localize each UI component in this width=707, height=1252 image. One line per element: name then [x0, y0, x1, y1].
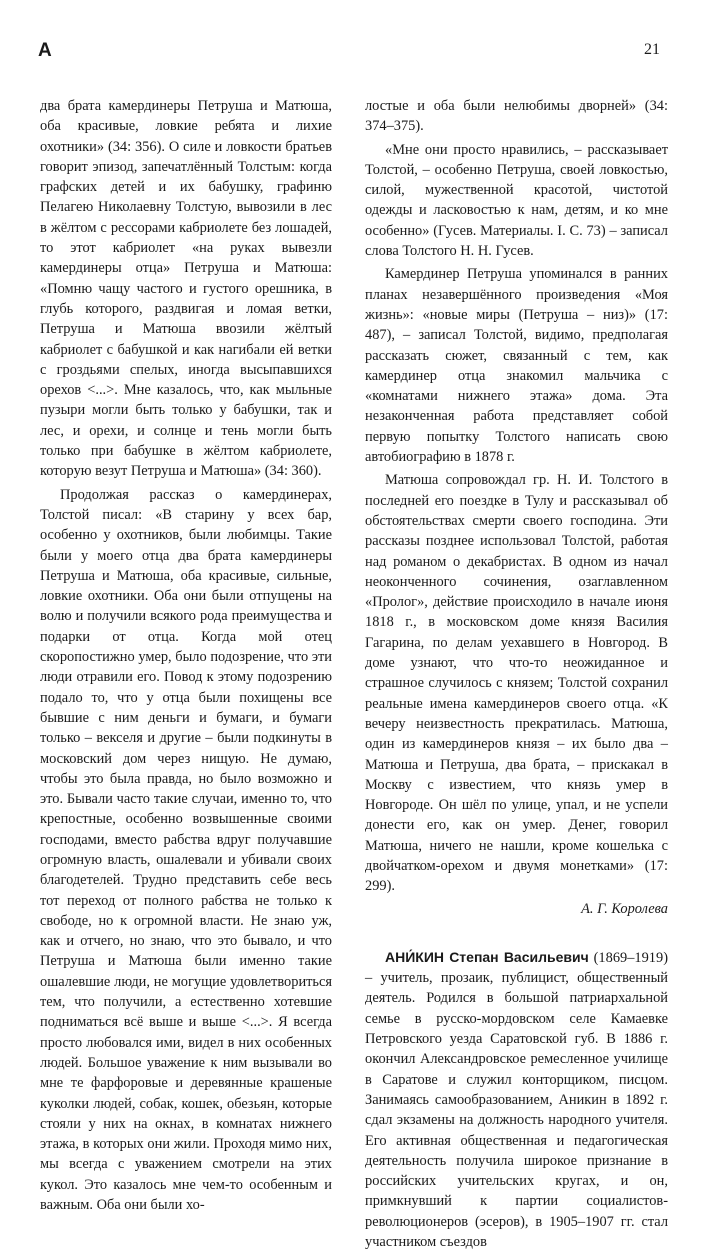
paragraph: Продолжая рассказ о камердинерах, Толстой писал: «В старину у всех бар, особенно у охотников, были любимцы. Такие были у моего отца два брата камердинеры Петруша и Матюша, оба красивые, сильные, ловкие охотники. Оба они были отпущены на волю и получили всякого рода преимущества и подарки от отца. Когда мой отец скоропостижно умер, было подозрение, что эти люди отравили его. Повод к этому подозрению подало то, что у отца были похищены все бывшие с ним деньги и бумаги, и бумаги только – векселя и другие – были подкинуты в московский дом через нищую. Не думаю, чтобы это была правда, но было возможно и это. Бывали часто такие случаи, именно то, что крепостные, особенно возвышенные своими господами, вместо рабства вдруг получавшие огромную власть, ошалевали и убивали своих благодетелей. Трудно представить себе весь тот переход от полного рабства не только к свободе, но к огромной власти. Не знаю уж, как и отчего, но знаю, что это бывало, и что Петруша и Матюша были именно такие ошалевшие люди, не могущие удовлетвориться тем, что получили, а естественно хотевшие подниматься всё выше и выше <...>. Я всегда просто любовался ими, видел в них особенных людей. Большое уважение к ним вызывали во мне те фарфоровые и деревянные крашеные куколки людей, собак, кошек, обезьян, которые стояли у них на окнах, в комнатах нижнего этажа, в которых они жили. Проходя мимо них, мы всегда с уважением смотрели на этих кукол. Это казалось мне чем-то особенным и важным. Оба они были хо-	[40, 486, 332, 1214]
entry-headword: АНИ́КИН Степан Васильевич	[385, 948, 589, 965]
author-signature: А. Г. Королева	[581, 900, 668, 917]
entry-text: (1869–1919) – учитель, прозаик, публицист, общественный деятель. Родился в большой патриархальной семье в русско-мордовском селе Камаевке Петровского уезда Саратовской губ. В 1886 г. окончил Александровское ремесленное училище в Саратове и служил конторщиком, писцом. Занимаясь самообразованием, Аникин в 1892 г. сдал экзамены на должность народного учителя. Его активная общественная и педагогическая деятельность получила широкое признание в российских учительских кругах, и он, примкнувший к партии социалистов-революционеров (эсеров), в 1905–1907 гг. стал участником съездов	[365, 949, 668, 1251]
paragraph: «Мне они просто нравились, – рассказывает Толстой, – особенно Петруша, своей ловкостью, силой, мужественной красотой, чистотой одежды и ласковостью к нам, детям, и ко мне особенно» (Гусев. Материалы. I. С. 73) – записал слова Толстого Н. Н. Гусев.	[365, 141, 668, 260]
paragraph: Матюша сопровождал гр. Н. И. Толстого в последней его поездке в Тулу и рассказывал об обстоятельствах смерти своего господина. Эти рассказы позднее использовал Толстой, работая над романом о декабристах. В одном из начал неоконченного сочинения, озаглавленном «Пролог», действие происходило в начале июня 1818 г., в московском доме князя Василия Гагарина, по делам уехавшего в Новгород. В доме узнают, что что-то неожиданное и страшное случилось с князем; Толстой сохранил реальные имена камердинеров своего отца. «К вечеру неизвестность прекратилась. Матюша, один из камердинеров князя – их было два – Матюша и Петруша, два брата, – прискакал в Москву с известием, что князь умер в Новгороде. Он шёл по улице, упал, и не успели донести его, как он умер. Денег, говорил Матюша, ничего не нашли, кроме кошелька с двойчатком-орехом и двумя монетками» (17: 299).	[365, 472, 668, 895]
left-column	[40, 96, 332, 1215]
running-header-letter: А	[38, 40, 52, 61]
paragraph: Камердинер Петруша упоминался в ранних планах незавершённого произведения «Моя жизнь»: «новые миры (Петруша – низ)» (17: 487), – записал Толстой, видимо, предполагая рассказать сюжет, связанный с тем, как камердинер отца знакомил мальчика с «комнатами нижнего этажа» дома. Эта незаконченная работа представляет собой первую попытку Толстого написать свою автобиографию в 1878 г.	[365, 266, 668, 466]
page-number: 21	[644, 41, 660, 58]
encyclopedia-entry	[365, 947, 668, 1252]
paragraph: два брата камердинеры Петруша и Матюша, оба красивые, ловкие ребята и лихие охотники» (34: 356). О силе и ловкости братьев говорит эпизод, запечатлённый Толстым: когда графских детей и их бабушку, графиню Пелагею Николаевну Толстую, вывозили в лес в жёлтом с рессорами кабриолете без лошадей, то этот кабриолет «на руках вывезли камердинеры отца» Петруша и Матюша: «Помню чащу частого и густого орешника, в глубь которого, раздвигая и ломая ветки, Петруша и Матюша ввозили жёлтый кабриолет с бабушкой и как нагибали ей ветки с гроздьями спелых, иногда высыпавшихся орехов <...>. Мне казалось, что, как мыльные пузыри могли быть только у бабушки, так и лес, и орехи, и солнце и тень могли быть только при бабушке в жёлтом кабриолете, которую везут Петруша и Матюша» (34: 360).	[40, 98, 332, 480]
paragraph: лостые и оба были нелюбимы дворней» (34: 374–375).	[365, 98, 668, 135]
right-column	[365, 96, 668, 1252]
